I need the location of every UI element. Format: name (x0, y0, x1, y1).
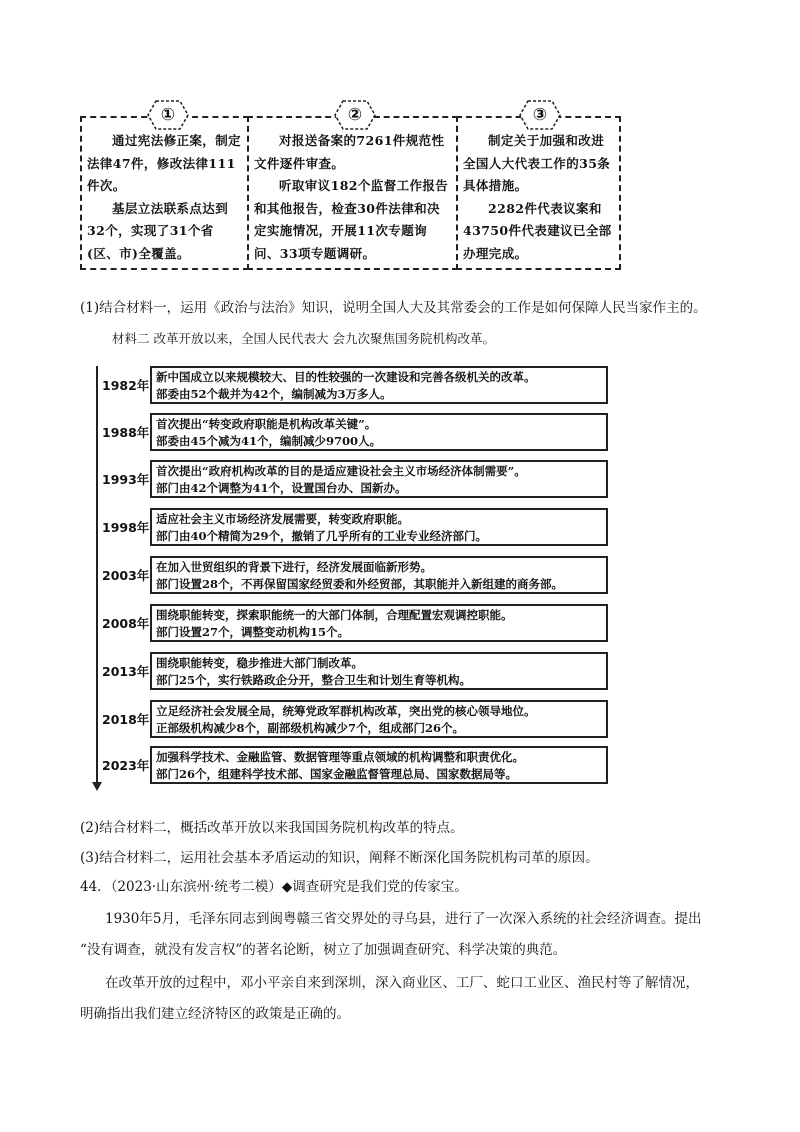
timeline-row (92, 604, 620, 644)
timeline-line: 部门由40个精简为29个，撤销了几乎所有的工业专业经济部门。 (156, 529, 488, 543)
material-two-intro: 材料二 改革开放以来，全国人民代表大 会九次聚焦国务院机构改革。 (112, 331, 495, 346)
timeline-year: 2003年 (102, 568, 150, 583)
panel-1 (80, 105, 249, 270)
question-44-header (80, 877, 468, 897)
badge-label: ③ (532, 105, 548, 125)
badge-label: ② (347, 105, 363, 125)
hexagon-badge-3 (518, 99, 562, 131)
reform-timeline (92, 366, 620, 792)
timeline-row (92, 413, 620, 453)
timeline-line: 立足经济社会发展全局，统筹党政军群机构改革，突出党的核心领导地位。 (156, 704, 536, 718)
hexagon-badge-2 (333, 99, 377, 131)
question-1: (1)结合材料一，运用《政治与法治》知识，说明全国人大及其常委会的工作是如何保障人民当家作主的。 (80, 300, 707, 316)
timeline-line: 部门25个，实行铁路政企分开，整合卫生和计划生育等机构。 (156, 673, 472, 687)
timeline-row (92, 508, 620, 548)
timeline-box (150, 366, 608, 404)
timeline-line: 首次提出“政府机构改革的目的是适应建设社会主义市场经济体制需要”。 (156, 464, 526, 478)
panel-paragraph: 2282件代表议案和43750件代表建议已全部办理完成。 (463, 200, 612, 261)
timeline-year: 2013年 (102, 664, 150, 679)
question-3: (3)结合材料二，运用社会基本矛盾运动的知识，阐释不断深化国务院机构司革的原因。 (80, 850, 599, 866)
panel-paragraph: 对报送备案的7261件规范性文件逐件审查。 (254, 133, 445, 171)
timeline-box (150, 604, 608, 642)
panel-paragraph: 听取审议182个监督工作报告和其他报告，检查30件法律和决定实施情况，开展11次专题询问、33项专题调研。 (254, 178, 449, 261)
timeline-line: 加强科学技术、金融监管、数据管理等重点领域的机构调整和职责优化。 (156, 750, 524, 764)
timeline-line: 部门26个，组建科学技术部、国家金融监督管理总局、国家数据局等。 (156, 767, 517, 781)
panel-2 (247, 105, 458, 270)
timeline-year: 1982年 (102, 378, 150, 393)
timeline-box (150, 413, 608, 451)
timeline-row (92, 366, 620, 406)
question-2: (2)结合材料二，概括改革开放以来我国国务院机构改革的特点。 (80, 820, 464, 836)
timeline-row (92, 700, 620, 740)
q44-paragraph-2-line-2: 明确指出我们建立经济特区的政策是正确的。 (80, 1006, 350, 1022)
timeline-year: 1998年 (102, 520, 150, 535)
timeline-row (92, 556, 620, 596)
timeline-box (150, 556, 608, 594)
panel-paragraph: 制定关于加强和改进全国人大代表工作的35条具体措施。 (463, 133, 611, 193)
timeline-row (92, 746, 620, 786)
timeline-line: 部门由42个调整为41个，设置国台办、国新办。 (156, 481, 407, 495)
panel-paragraph: 基层立法联系点达到32个，实现了31个省(区、市)全覆盖。 (87, 200, 229, 261)
timeline-line: 首次提出“转变政府职能是机构改革关键”。 (156, 417, 377, 431)
question-number: 44． (80, 879, 111, 895)
timeline-line: 部门设置28个，不再保留国家经贸委和外经贸部，其职能并入新组建的商务部。 (156, 577, 563, 591)
timeline-box (150, 652, 608, 690)
timeline-line: 正部级机构减少8个，副部级机构减少7个，组成部门26个。 (156, 721, 465, 735)
timeline-line: 部门设置27个，调整变动机构15个。 (156, 625, 350, 639)
timeline-year: 2023年 (102, 758, 150, 773)
timeline-line: 围绕职能转变，探索职能统一的大部门体制，合理配置宏观调控职能。 (156, 608, 513, 622)
timeline-box (150, 700, 608, 738)
timeline-line: 部委由52个裁并为42个，编制减为3万多人。 (156, 387, 392, 401)
timeline-line: 围绕职能转变，稳步推进大部门制改革。 (156, 656, 363, 670)
badge-label: ① (160, 105, 176, 125)
q44-paragraph-1-line-2: “没有调查，就没有发言权”的著名论断，树立了加强调查研究、科学决策的典范。 (80, 942, 567, 958)
timeline-year: 2008年 (102, 616, 150, 631)
q44-paragraph-2-line-1: 在改革开放的过程中，邓小平亲自来到深圳，深入商业区、工厂、蛇口工业区、渔民村等了解情况， (105, 975, 699, 991)
timeline-row (92, 652, 620, 692)
timeline-line: 新中国成立以来规模较大、目的性较强的一次建设和完善各级机关的改革。 (156, 370, 536, 384)
hexagon-badge-1 (146, 99, 190, 131)
panel-3 (456, 105, 621, 270)
q44-paragraph-1-line-1: 1930年5月，毛泽东同志到闽粤赣三省交界处的寻乌县，进行了一次深入系统的社会经济调查。提出 (105, 911, 702, 927)
question-source: （2023·山东滨州·统考二模） (110, 879, 282, 895)
material-one-panels (80, 96, 621, 272)
timeline-box (150, 746, 608, 784)
timeline-year: 2018年 (102, 712, 150, 727)
question-title: ◆调查研究是我们党的传家宝。 (281, 879, 468, 895)
timeline-box (150, 460, 608, 498)
timeline-year: 1988年 (102, 425, 150, 440)
timeline-line: 适应社会主义市场经济发展需要，转变政府职能。 (156, 512, 409, 526)
timeline-box (150, 508, 608, 546)
panel-paragraph: 通过宪法修正案，制定法律47件，修改法律111件次。 (87, 133, 242, 193)
timeline-line: 部委由45个减为41个，编制减少9700人。 (156, 434, 382, 448)
timeline-row (92, 460, 620, 500)
timeline-year: 1993年 (102, 472, 150, 487)
timeline-line: 在加入世贸组织的背景下进行，经济发展面临新形势。 (156, 560, 432, 574)
